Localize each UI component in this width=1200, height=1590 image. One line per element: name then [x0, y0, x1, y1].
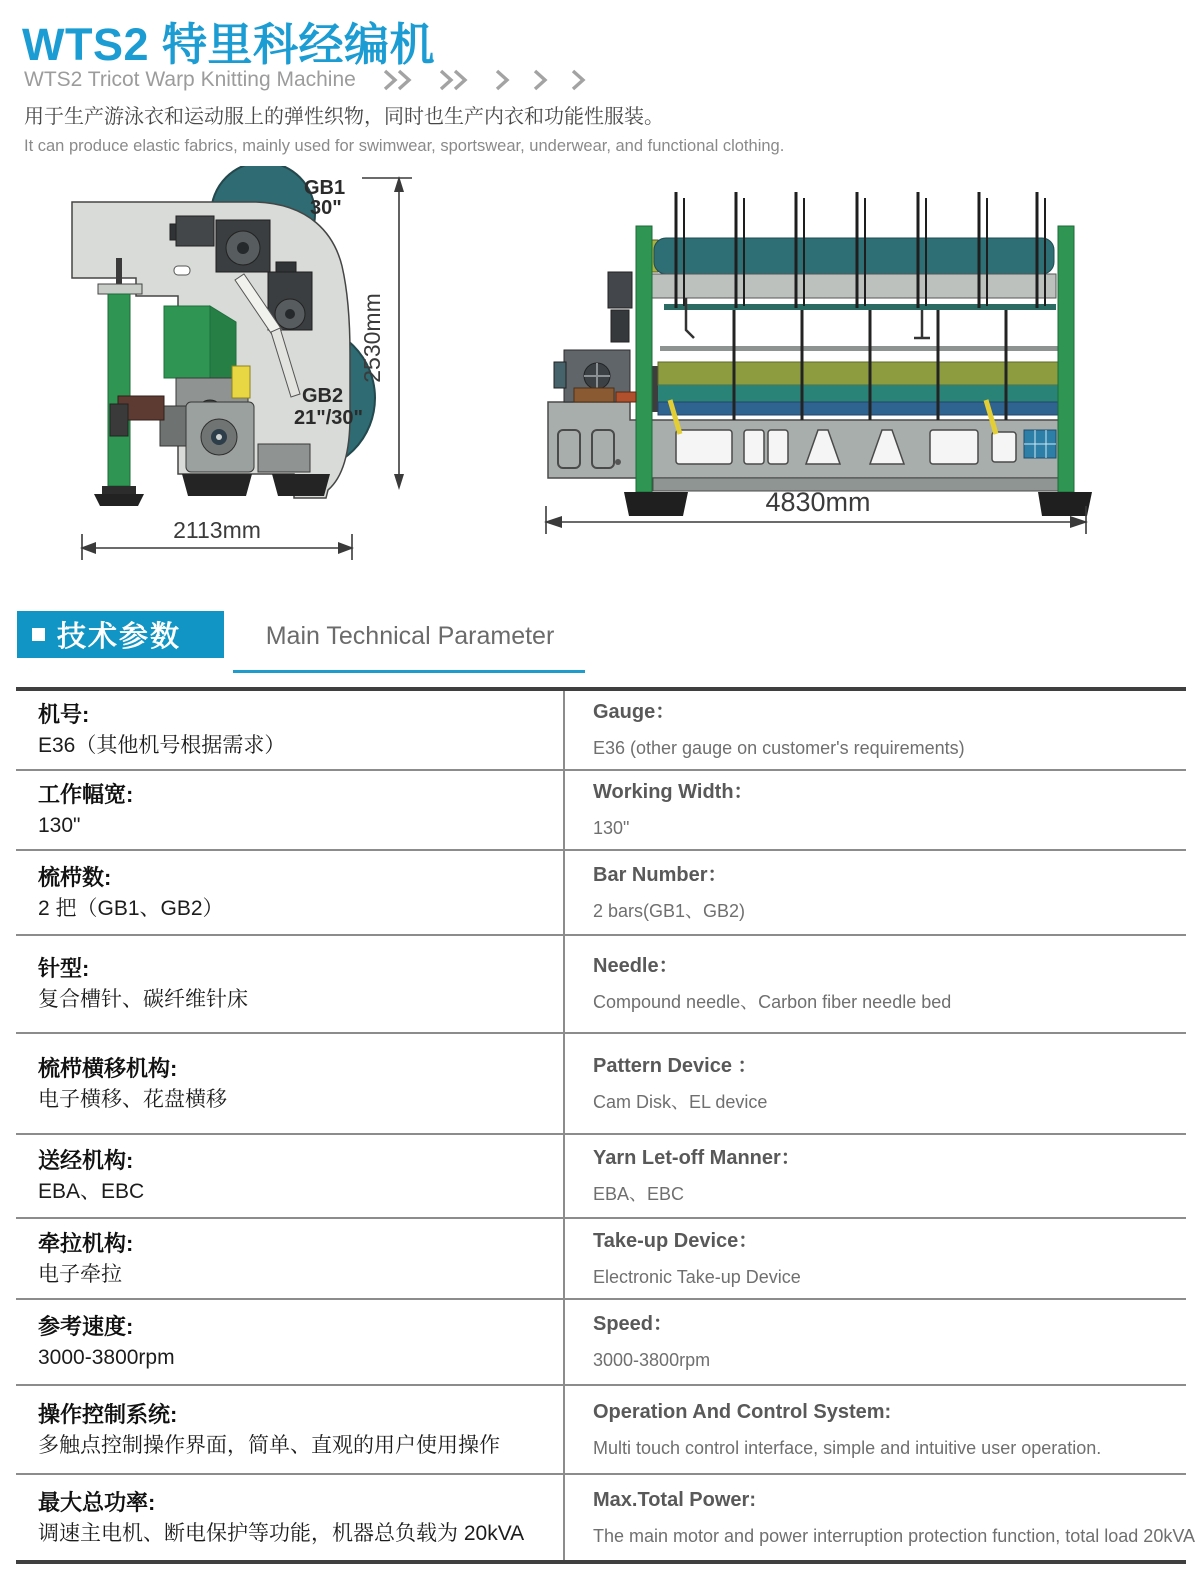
spec-value-en: Electronic Take-up Device	[593, 1266, 801, 1287]
spec-label-cn: 针型:	[38, 956, 90, 981]
spec-cell-cn	[16, 936, 565, 1032]
chevron-double-icon	[438, 69, 474, 91]
spec-value-cn: 2 把（GB1、GB2）	[38, 896, 224, 920]
spec-label-en: Gauge：	[593, 701, 676, 723]
spec-table	[16, 687, 1196, 1564]
front-view-drawing	[518, 180, 1098, 540]
spec-value-en: 130"	[593, 818, 630, 838]
height-dimension: 2530mm	[359, 293, 385, 383]
spec-label-cn: 操作控制系统:	[38, 1401, 178, 1427]
section-title-en: Main Technical Parameter	[265, 622, 555, 650]
spec-cell-cn	[16, 1135, 565, 1217]
spec-label-en: Speed：	[593, 1313, 674, 1335]
spec-cell-en	[565, 1034, 1186, 1133]
description-en: It can produce elastic fabrics, mainly used for swimwear, sportswear, underwear, and functional clothing.	[24, 137, 785, 155]
spec-row-yarn-letoff	[16, 1133, 1186, 1217]
lower-warp-beam	[658, 362, 1058, 385]
chevron-icon	[494, 69, 512, 91]
page-subtitle-row	[24, 68, 588, 92]
side-view-drawing	[58, 166, 478, 586]
spec-cell-cn	[16, 1219, 565, 1298]
spec-label-en: Operation And Control System:	[593, 1400, 892, 1423]
spec-label-cn: 最大总功率:	[38, 1489, 156, 1515]
left-post	[636, 226, 652, 492]
spec-value-en: Cam Disk、EL device	[593, 1091, 768, 1112]
spec-cell-cn	[16, 851, 565, 934]
spec-cell-cn	[16, 1300, 565, 1384]
chevron-double-icon	[382, 69, 418, 91]
spec-cell-cn	[16, 771, 565, 849]
page-subtitle: WTS2 Tricot Warp Knitting Machine	[24, 68, 356, 91]
spec-cell-cn	[16, 1034, 565, 1133]
spec-value-en: The main motor and power interruption protection function, total load 20kVA	[593, 1525, 1196, 1546]
section-title-cn: 技术参数	[57, 621, 182, 653]
spec-label-en: Pattern Device ：	[593, 1054, 758, 1077]
spec-row-take-up	[16, 1217, 1186, 1298]
spec-cell-cn	[16, 1475, 565, 1560]
front-width-dimension: 4830mm	[765, 487, 871, 517]
spec-label-en: Max.Total Power:	[593, 1488, 756, 1511]
spec-cell-en	[565, 1135, 1186, 1217]
spec-value-cn: 电子牵拉	[38, 1262, 122, 1286]
spec-value-cn: 调速主电机、断电保护等功能，机器总负载为 20kVA	[38, 1521, 525, 1545]
section-header-box	[17, 611, 224, 658]
spec-row-pattern-device	[16, 1032, 1186, 1133]
spec-cell-cn	[16, 1386, 565, 1473]
spec-value-en: 2 bars(GB1、GB2)	[593, 900, 746, 921]
spec-row-speed	[16, 1298, 1186, 1384]
spec-value-cn: EBA、EBC	[38, 1180, 145, 1203]
top-warp-beam	[654, 238, 1054, 274]
spec-value-cn: 电子横移、花盘横移	[38, 1087, 227, 1111]
spec-label-en: Needle：	[593, 955, 679, 977]
chevron-icon	[570, 69, 588, 91]
spec-label-en: Yarn Let-off Manner：	[593, 1147, 801, 1169]
gb2-size: 21"/30"	[294, 407, 364, 429]
spec-cell-en	[565, 1219, 1186, 1298]
spec-value-en: E36 (other gauge on customer's requirements)	[593, 738, 965, 758]
spec-cell-en	[565, 1386, 1186, 1473]
spec-label-cn: 工作幅宽:	[38, 782, 134, 807]
spec-cell-cn	[16, 691, 565, 769]
spec-value-cn: 复合槽针、碳纤维针床	[38, 988, 248, 1011]
gb1-label: GB1	[304, 177, 346, 199]
spec-cell-en	[565, 691, 1186, 769]
description-block	[24, 104, 784, 158]
spec-label-cn: 梳栉数:	[38, 864, 112, 890]
spec-row-working-width	[16, 769, 1186, 849]
spec-label-cn: 送经机构:	[38, 1148, 134, 1173]
spec-label-cn: 参考速度:	[38, 1314, 134, 1339]
spec-value-en: Multi touch control interface, simple and intuitive user operation.	[593, 1437, 1102, 1458]
section-underline	[233, 670, 585, 673]
spec-cell-en	[565, 936, 1186, 1032]
spec-row-gauge	[16, 691, 1186, 769]
gb1-size: 30"	[310, 197, 342, 219]
spec-row-bar-number	[16, 849, 1186, 934]
spec-row-needle	[16, 934, 1186, 1032]
spec-value-en: EBA、EBC	[593, 1184, 685, 1204]
spec-cell-en	[565, 851, 1186, 934]
square-bullet-icon	[32, 628, 45, 641]
gb2-label: GB2	[302, 385, 344, 407]
spec-value-cn: 3000-3800rpm	[38, 1346, 175, 1369]
spec-label-en: Bar Number：	[593, 863, 728, 886]
spec-label-cn: 牵拉机构:	[38, 1230, 134, 1256]
spec-value-cn: 多触点控制操作界面，简单、直观的用户使用操作	[38, 1433, 500, 1457]
spec-cell-en	[565, 1300, 1186, 1384]
spec-label-en: Take-up Device：	[593, 1229, 759, 1252]
spec-label-en: Working Width：	[593, 781, 754, 803]
spec-row-max-power	[16, 1473, 1196, 1560]
spec-cell-en	[565, 1475, 1199, 1560]
spec-label-cn: 机号:	[38, 702, 90, 727]
spec-value-en: 3000-3800rpm	[593, 1350, 711, 1370]
spec-row-control-system	[16, 1384, 1186, 1473]
description-cn: 用于生产游泳衣和运动服上的弹性织物，同时也生产内衣和功能性服装。	[24, 106, 664, 128]
right-post	[1058, 226, 1074, 492]
chevron-icon	[532, 69, 550, 91]
spec-value-cn: E36（其他机号根据需求）	[38, 734, 286, 757]
width-dimension: 2113mm	[173, 517, 261, 543]
chevron-decoration	[382, 69, 588, 91]
spec-cell-en	[565, 771, 1186, 849]
spec-label-cn: 梳栉横移机构:	[38, 1055, 178, 1081]
spec-value-en: Compound needle、Carbon fiber needle bed	[593, 992, 952, 1012]
spec-value-cn: 130"	[38, 814, 81, 837]
page-title: WTS2 特里科经编机	[22, 19, 436, 70]
